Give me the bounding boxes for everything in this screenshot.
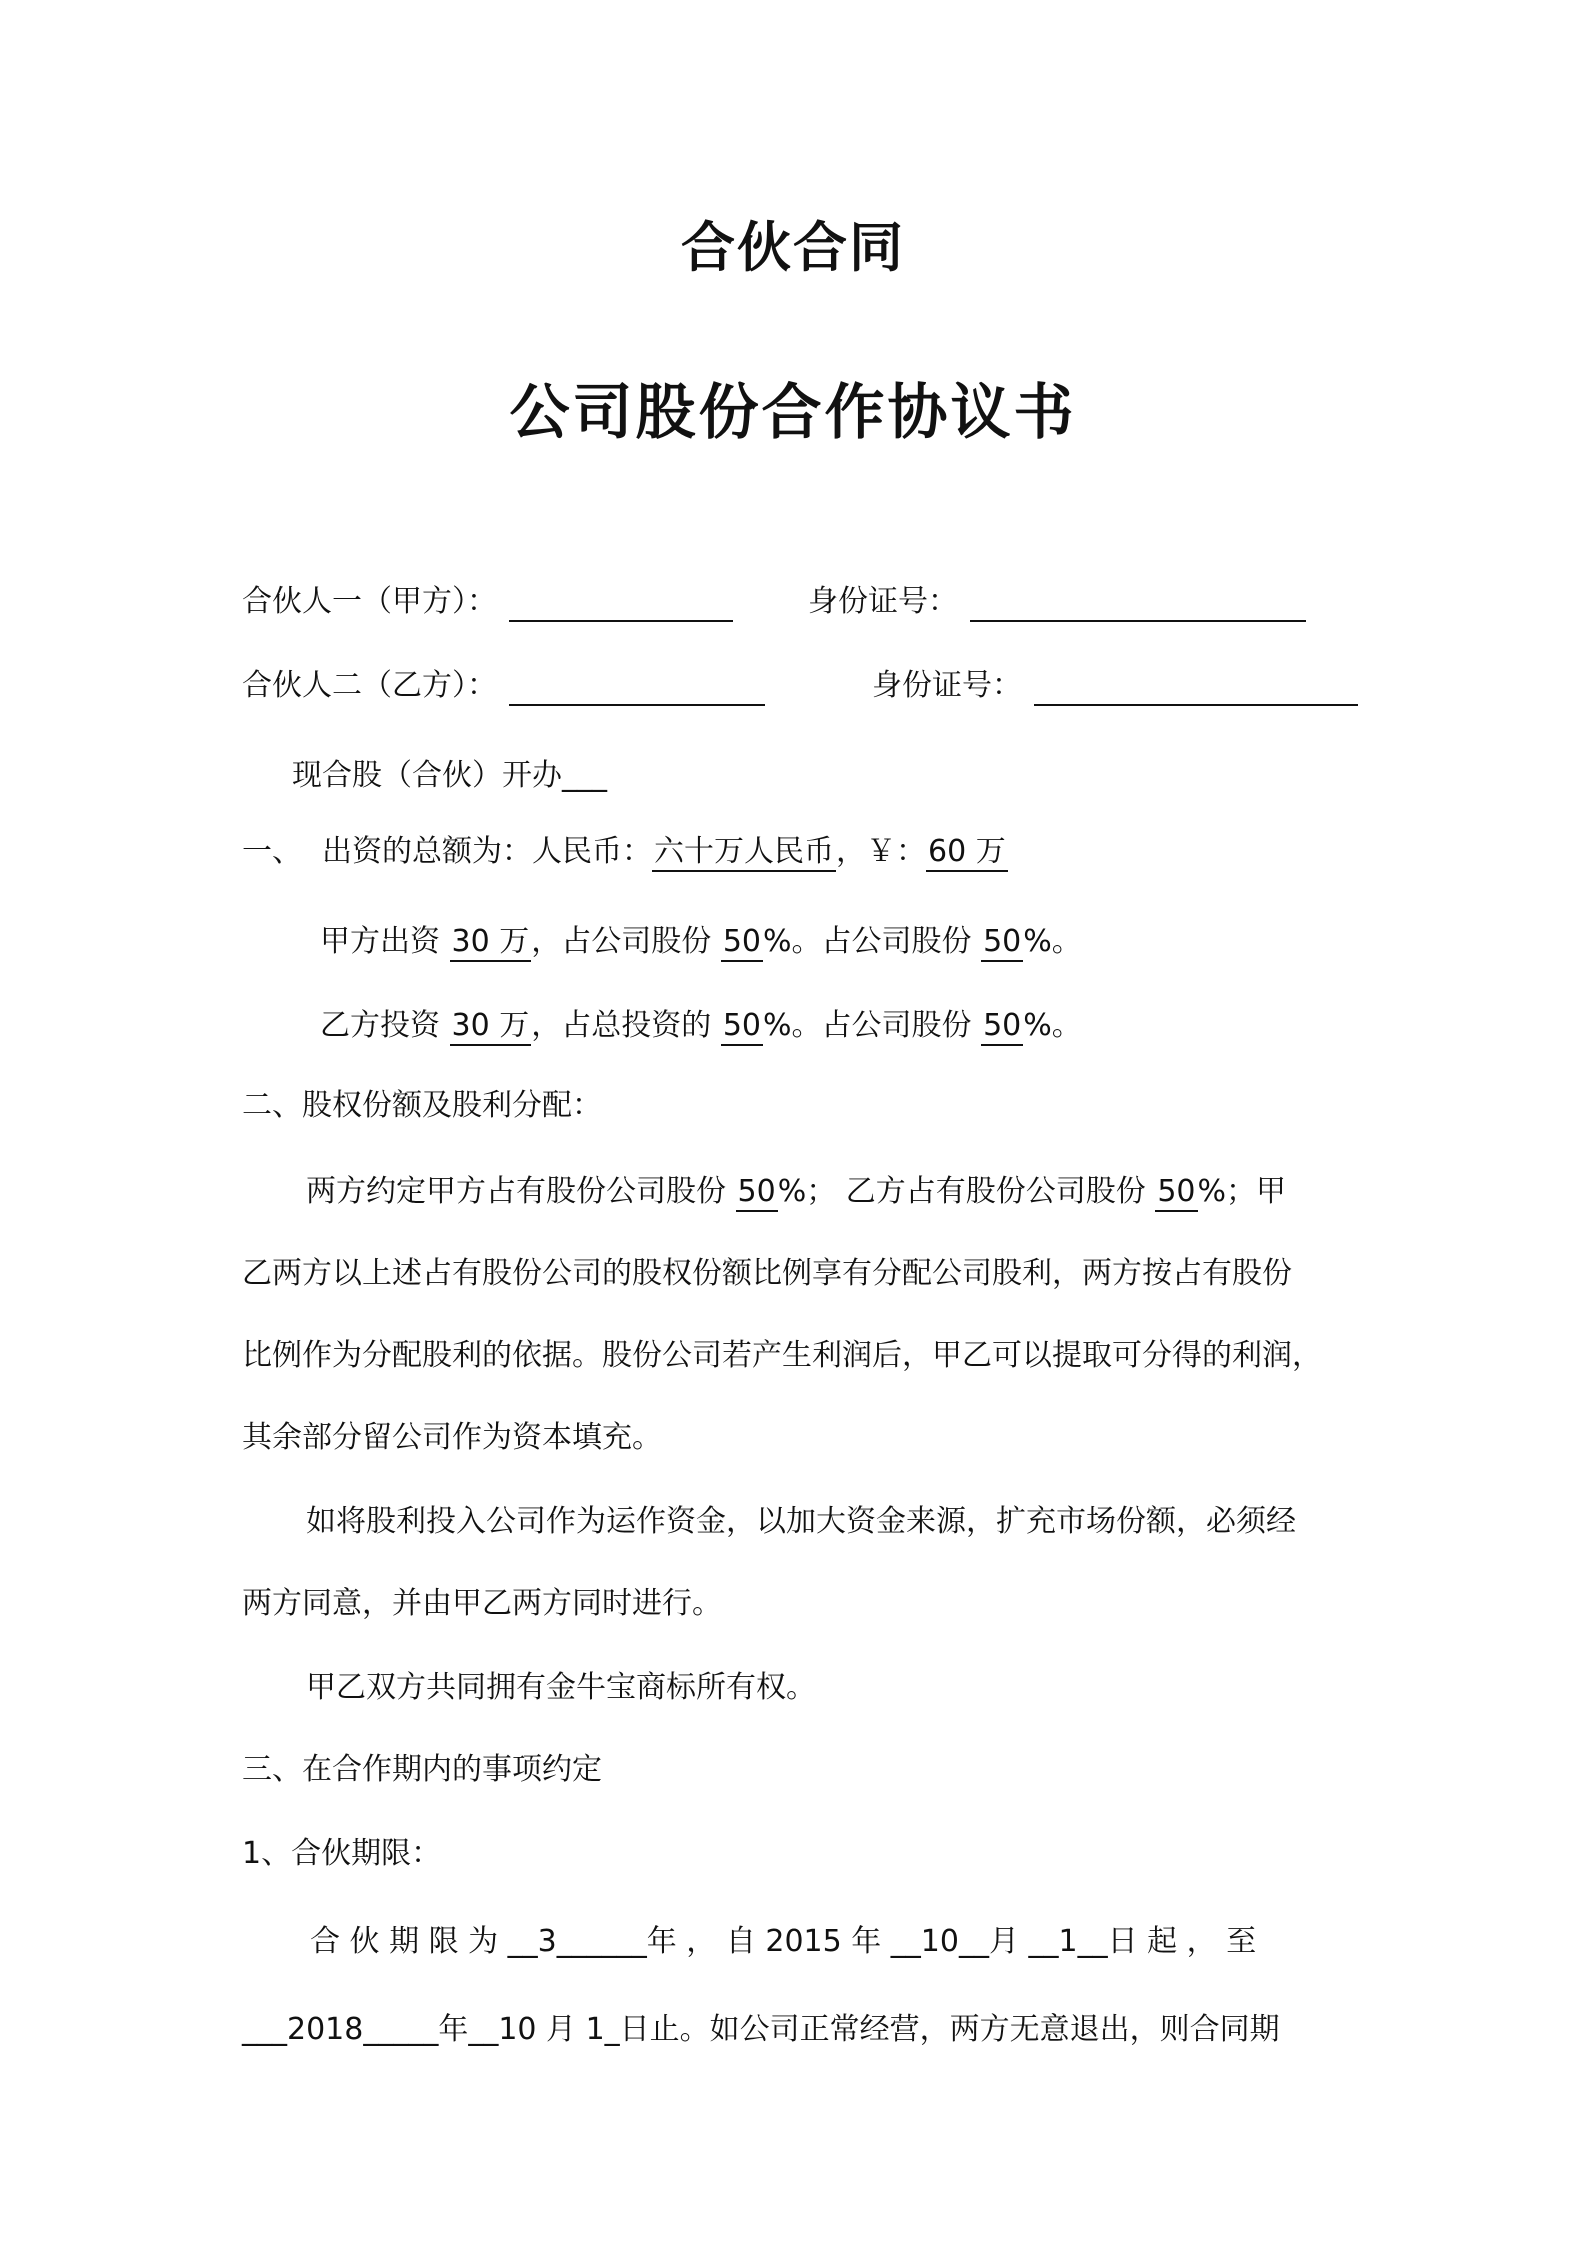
party-a-text-d: %。 — [1023, 924, 1082, 959]
partner-one-label: 合伙人一（甲方）： — [242, 584, 497, 619]
agreement-subtitle: 公司股份合作协议书 — [509, 378, 1077, 448]
capital-amount-cn: 六十万人民币 — [652, 834, 836, 872]
section2-para1-line4: 其余部分留公司作为资本填充。 — [242, 1420, 662, 1455]
partner-one-blank — [509, 584, 733, 622]
partner-one-id-row — [808, 582, 1306, 622]
partner-two-blank — [509, 668, 765, 706]
section3-heading: 三、在合作期内的事项约定 — [242, 1752, 602, 1787]
section2-para1-line3: 比例作为分配股利的依据。股份公司若产生利润后，甲乙可以提取可分得的利润， — [242, 1338, 1322, 1373]
section2-para1-line2: 乙两方以上述占有股份公司的股权份额比例享有分配公司股利，两方按占有股份 — [242, 1256, 1292, 1291]
partner-two-label: 合伙人二（乙方）： — [242, 668, 497, 703]
capital-sep: ，￥： — [836, 834, 926, 869]
party-b-text-b: ，占总投资的 — [531, 1008, 712, 1043]
intro-line: 现合股（合伙）开办___ — [292, 758, 607, 793]
party-b-label: 乙方投资 — [320, 1008, 440, 1043]
party-a-pct-1: 50 — [721, 924, 763, 962]
party-a-text-b: ，占公司股份 — [531, 924, 712, 959]
partner-one-id-blank — [970, 584, 1306, 622]
para1-text-b: %； 乙方占有股份公司股份 — [777, 1174, 1146, 1209]
section1-capital-line — [242, 832, 1008, 872]
party-b-text-d: %。 — [1023, 1008, 1082, 1043]
section1-number: 一、 — [242, 834, 302, 869]
partner-one-id-label: 身份证号： — [808, 584, 958, 619]
section2-para1-line1 — [306, 1172, 1286, 1212]
section2-para2-line1: 如将股利投入公司作为运作资金，以加大资金来源，扩充市场份额，必须经 — [306, 1504, 1296, 1539]
term-line-2: ___2018_____年__10 月 1_日止。如公司正常经营，两方无意退出，则合同期 — [242, 2012, 1280, 2047]
party-a-text-c: %。占公司股份 — [763, 924, 972, 959]
section3-sub1: 1、合伙期限： — [242, 1836, 442, 1871]
partner-two-id-blank — [1034, 668, 1358, 706]
contract-title: 合伙合同 — [681, 216, 905, 279]
section2-heading: 二、股权份额及股利分配： — [242, 1088, 602, 1123]
partner-two-row — [242, 666, 765, 706]
party-a-pct-2: 50 — [981, 924, 1023, 962]
para1-pct-2: 50 — [1155, 1174, 1197, 1212]
para1-text-c: %；甲 — [1197, 1174, 1287, 1209]
section1-capital-label: 出资的总额为：人民币： — [322, 834, 652, 869]
term-line-1: 合 伙 期 限 为 __3______年 ， 自 2015 年 __10__月 __1__日 起 ， 至 — [310, 1924, 1257, 1959]
section2-para3: 甲乙双方共同拥有金牛宝商标所有权。 — [306, 1670, 816, 1705]
para1-pct-1: 50 — [736, 1174, 778, 1212]
section2-para2-line2: 两方同意，并由甲乙两方同时进行。 — [242, 1586, 722, 1621]
partner-one-row — [242, 582, 733, 622]
party-b-pct-1: 50 — [721, 1008, 763, 1046]
partner-two-id-label: 身份证号： — [872, 668, 1022, 703]
partner-two-id-row — [872, 666, 1358, 706]
party-a-amount: 30 万 — [450, 924, 532, 962]
party-b-pct-2: 50 — [981, 1008, 1023, 1046]
para1-text-a: 两方约定甲方占有股份公司股份 — [306, 1174, 726, 1209]
party-b-amount: 30 万 — [450, 1008, 532, 1046]
party-a-label: 甲方出资 — [320, 924, 440, 959]
party-b-investment-line — [320, 1006, 1082, 1046]
party-a-investment-line — [320, 922, 1082, 962]
capital-amount-num: 60 万 — [926, 834, 1008, 872]
party-b-text-c: %。占公司股份 — [763, 1008, 972, 1043]
